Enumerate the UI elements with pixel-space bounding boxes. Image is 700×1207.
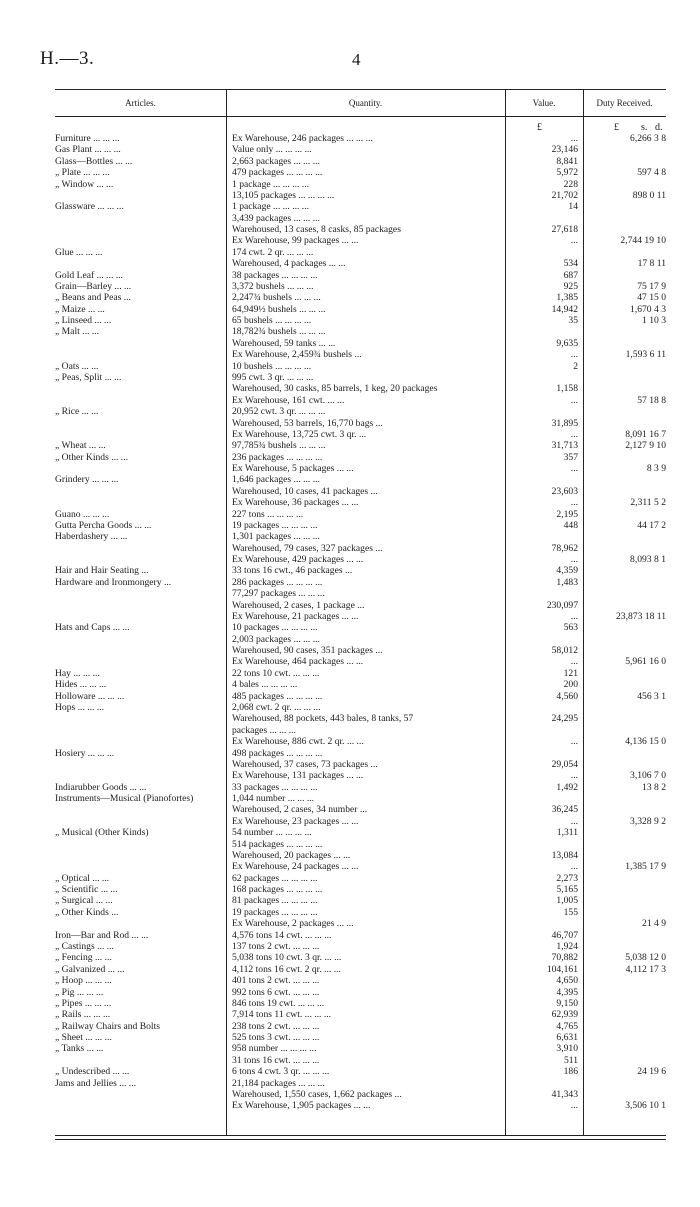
duty-cell: 5,038 12 0 [625,952,666,964]
quantity-cell: 846 tons 19 cwt. ... ... ... [232,997,325,1009]
article-cell: „ Other Kinds ... [55,906,119,918]
quantity-cell: 2,003 packages ... ... ... [232,633,320,645]
duty-cell: 4,136 15 0 [625,736,666,748]
article-cell: „ Pig ... ... ... [55,986,104,998]
quantity-cell: Ex Warehouse, 161 cwt. ... ... [232,394,345,406]
quantity-cell: Ex Warehouse, 2,459¾ bushels ... [232,349,362,361]
article-cell: Glassware ... ... ... [55,201,124,213]
pence-symbol: d. [655,122,663,133]
value-cell: 6,631 [556,1032,578,1044]
article-cell: Glue ... ... ... [55,246,103,258]
value-cell: 228 [563,178,578,190]
value-cell: 1,158 [556,383,578,395]
quantity-cell: Ex Warehouse, 13,725 cwt. 3 qr. ... [232,428,367,440]
value-cell: 4,650 [556,975,578,987]
value-cell: 230,097 [546,599,578,611]
bottom-rule [55,1135,666,1136]
value-cell: 27,618 [551,224,578,236]
article-cell: „ Undescribed ... ... [55,1066,130,1078]
quantity-cell: Warehoused, 2 cases, 34 number ... [232,804,368,816]
value-cell: 2,273 [556,872,578,884]
article-cell: „ Sheet ... ... ... [55,1032,112,1044]
quantity-cell: 958 number ... ... ... ... [232,1043,317,1055]
quantity-cell: Ex Warehouse, 23 packages ... ... [232,815,359,827]
value-cell: 41,343 [551,1088,578,1100]
quantity-cell: 2,068 cwt. 2 qr. ... ... ... [232,702,321,713]
quantity-cell: Warehoused, 30 casks, 85 barrels, 1 keg, 20 packages [232,383,438,395]
article-cell: Haberdashery ... ... [55,531,128,543]
quantity-cell: 168 packages ... ... ... ... [232,884,323,896]
quantity-cell: 2,663 packages ... ... ... [232,155,320,167]
value-cell: 14 [568,201,578,213]
quantity-cell: Ex Warehouse, 2 packages ... ... [232,918,354,930]
value-cell: ... [570,394,578,406]
quantity-cell: Ex Warehouse, 886 cwt. 2 qr. ... ... [232,736,364,748]
value-cell: 36,245 [551,804,578,816]
value-cell: 448 [563,519,578,531]
value-cell: ... [570,656,578,668]
duty-cell: 24 19 6 [637,1066,666,1078]
value-cell: 4,765 [556,1020,578,1032]
quantity-cell: 137 tons 2 cwt. ... ... ... [232,940,320,952]
article-cell: Hardware and Ironmongery ... [55,576,172,588]
value-cell: ... [570,815,578,827]
quantity-cell: 227 tons ... ... ... ... [232,508,304,520]
article-cell: „ Other Kinds ... ... [55,451,129,463]
value-cell: 5,165 [556,884,578,896]
quantity-cell: 7,914 tons 11 cwt. ... ... ... [232,1009,332,1021]
article-cell: Hosiery ... ... ... [55,747,115,759]
quantity-cell: Warehoused, 20 packages ... ... [232,849,351,861]
value-cell: 155 [563,906,578,918]
duty-cell: 13 8 2 [642,781,666,793]
quantity-cell: 81 packages ... ... ... ... [232,895,318,907]
quantity-cell: 238 tons 2 cwt. ... ... ... [232,1020,320,1032]
value-cell: 9,150 [556,997,578,1009]
article-cell: „ Malt ... ... [55,326,99,338]
quantity-cell: Ex Warehouse, 24 packages ... ... [232,861,359,873]
article-cell: „ Plate ... ... ... [55,167,110,179]
duty-cell: 1,670 4 3 [630,303,666,315]
value-cell: 23,146 [551,144,578,156]
duty-cell: 6,266 3 8 [630,133,666,144]
quantity-cell: 498 packages ... ... ... ... [232,747,323,759]
duty-cell: 3,506 10 1 [625,1100,666,1112]
value-cell: 35 [568,315,578,327]
duty-cell: 8 3 9 [646,463,666,475]
article-cell: „ Maize ... ... [55,303,105,315]
bottom-rule-2 [55,1139,666,1140]
article-cell: Instruments—Musical (Pianofortes) [55,793,194,805]
value-cell: 925 [563,280,578,292]
quantity-cell: 4,112 tons 16 cwt. 2 qr. ... ... [232,963,341,975]
quantity-cell: Warehoused, 37 cases, 73 packages ... [232,758,378,770]
page-reference: H.—3. [40,48,95,69]
value-cell: 9,635 [556,337,578,349]
quantity-cell: Ex Warehouse, 99 packages ... ... [232,235,359,247]
quantity-cell: 13,105 packages ... ... ... ... [232,189,335,201]
value-cell: 1,924 [556,940,578,952]
value-cell: 687 [563,269,578,281]
duty-cell: 2,744 19 10 [620,235,666,247]
article-cell: „ Optical ... ... [55,872,110,884]
quantity-cell: 62 packages ... ... ... ... [232,872,318,884]
article-cell: „ Window ... ... [55,178,114,190]
duty-cell: 57 18 8 [637,394,666,406]
value-cell: 62,939 [551,1009,578,1021]
quantity-cell: 22 tons 10 cwt. ... ... ... [232,667,320,679]
value-cell: 4,560 [556,690,578,702]
value-cell: 4,395 [556,986,578,998]
article-cell: Holloware ... ... ... [55,690,125,702]
quantity-cell: 1 package ... ... ... ... [232,201,309,213]
duty-cell: 4,112 17 3 [625,963,666,975]
article-cell: Guano ... ... ... [55,508,110,520]
column-divider [505,89,506,1135]
article-cell: „ Wheat ... ... [55,440,106,452]
duty-cell: 2,311 5 2 [630,497,666,509]
quantity-cell: Warehoused, 13 cases, 8 casks, 85 packages [232,224,401,236]
quantity-cell: 401 tons 2 cwt. ... ... ... [232,975,320,987]
value-cell: 121 [563,667,578,679]
quantity-cell: 286 packages ... ... ... ... [232,576,323,588]
value-cell: 4,359 [556,565,578,577]
article-cell: Gutta Percha Goods ... ... [55,519,152,531]
quantity-cell: 525 tons 3 cwt. ... ... ... [232,1032,320,1044]
header-rule [55,116,666,117]
quantity-cell: 18,782¾ bushels ... ... ... [232,326,326,338]
quantity-cell: 33 tons 16 cwt., 46 packages ... [232,565,353,577]
page-number: 4 [352,50,361,69]
quantity-cell: 3,372 bushels ... ... ... [232,280,314,292]
article-cell: „ Musical (Other Kinds) [55,827,149,839]
value-cell: 21,702 [551,189,578,201]
quantity-cell: 97,785¾ bushels ... ... ... [232,440,326,452]
article-cell: Hops ... ... ... [55,702,105,713]
article-cell: Hair and Hair Seating ... [55,565,149,577]
article-cell: Furniture ... ... ... [55,133,120,144]
article-cell: „ Fencing ... ... [55,952,112,964]
article-cell: „ Surgical ... ... [55,895,113,907]
duty-cell: 3,328 9 2 [630,815,666,827]
value-cell: 31,895 [551,417,578,429]
value-cell: 186 [563,1066,578,1078]
quantity-cell: Warehoused, 4 packages ... ... [232,258,346,270]
quantity-cell: Ex Warehouse, 5 packages ... ... [232,463,354,475]
value-cell: 1,385 [556,292,578,304]
value-cell: 104,161 [546,963,578,975]
value-cell: 511 [563,1054,578,1066]
column-divider [226,89,227,1135]
quantity-cell: Warehoused, 1,550 cases, 1,662 packages ... [232,1088,402,1100]
col-value-header: Value. [532,98,556,108]
col-duty-header: Duty Received. [596,98,653,108]
quantity-cell: 6 tons 4 cwt. 3 qr. ... ... ... [232,1066,330,1078]
quantity-cell: packages ... ... ... [232,724,296,736]
article-cell: „ Castings ... ... [55,940,114,952]
quantity-cell: 64,949½ bushels ... ... ... [232,303,326,315]
article-cell: Iron—Bar and Rod ... ... [55,929,149,941]
quantity-cell: Ex Warehouse, 429 packages ... ... [232,554,364,566]
shillings-symbol: s. [641,122,648,133]
duty-cell: 456 3 1 [637,690,666,702]
duty-cell: 8,091 16 7 [625,428,666,440]
value-cell: ... [570,554,578,566]
article-cell: „ Pipes ... ... ... [55,997,112,1009]
value-cell: 8,841 [556,155,578,167]
duty-cell: 2,127 9 10 [625,440,666,452]
value-cell: 13,084 [551,849,578,861]
duty-cell: 1,385 17 9 [625,861,666,873]
quantity-cell: 2,247¾ bushels ... ... ... [232,292,321,304]
quantity-cell: 19 packages ... ... ... ... [232,906,318,918]
quantity-cell: Warehoused, 79 cases, 327 packages ... [232,542,383,554]
value-cell: 70,882 [551,952,578,964]
quantity-cell: 19 packages ... ... ... ... [232,519,318,531]
duty-cell: 23,873 18 11 [615,610,666,622]
article-cell: „ Scientific ... ... [55,884,118,896]
value-cell: 1,005 [556,895,578,907]
value-cell: 1,483 [556,576,578,588]
duty-cell: 5,961 16 0 [625,656,666,668]
quantity-cell: 1,646 packages ... ... ... [232,474,320,486]
value-cell: 2,195 [556,508,578,520]
quantity-cell: Ex Warehouse, 464 packages ... ... [232,656,364,668]
top-rule [55,89,666,90]
value-cell: 5,972 [556,167,578,179]
value-cell: 31,713 [551,440,578,452]
article-cell: „ Peas, Split ... ... [55,371,122,383]
article-cell: Hay ... ... ... [55,667,100,679]
duty-cell: 1 10 3 [642,315,666,327]
quantity-cell: 1,044 number ... ... ... [232,793,315,805]
quantity-cell: Warehoused, 59 tanks ... ... [232,337,336,349]
quantity-cell: 21,184 packages ... ... ... [232,1077,325,1089]
quantity-cell: 10 packages ... ... ... ... [232,622,318,634]
quantity-cell: Warehoused, 88 pockets, 443 bales, 8 tanks, 57 [232,713,414,725]
quantity-cell: Warehoused, 53 barrels, 16,770 bags ... [232,417,383,429]
quantity-cell: 236 packages ... ... ... ... [232,451,323,463]
quantity-cell: 1 package ... ... ... ... [232,178,309,190]
quantity-cell: 4,576 tons 14 cwt. ... ... ... [232,929,332,941]
value-cell: ... [570,770,578,782]
quantity-cell: Warehoused, 90 cases, 351 packages ... [232,645,383,657]
quantity-cell: 3,439 packages ... ... ... [232,212,320,224]
value-cell: 200 [563,679,578,691]
duty-cell: 8,093 8 1 [630,554,666,566]
article-cell: Hats and Caps ... ... [55,622,130,634]
value-cell: 563 [563,622,578,634]
duty-cell: 3,106 7 0 [630,770,666,782]
article-cell: Jams and Jellies ... ... [55,1077,137,1089]
value-cell: ... [570,497,578,509]
value-cell: 14,942 [551,303,578,315]
duty-cell: 47 15 0 [637,292,666,304]
quantity-cell: Ex Warehouse, 21 packages ... ... [232,610,359,622]
article-cell: „ Railway Chairs and Bolts [55,1020,160,1032]
duty-cell: 898 0 11 [632,189,666,201]
article-cell: „ Beans and Peas ... [55,292,131,304]
duty-pound-symbol: £ [614,122,619,133]
duty-cell: 21 4 9 [642,918,666,930]
value-cell: 357 [563,451,578,463]
article-cell: „ Tanks ... ... [55,1043,104,1055]
value-cell: ... [570,428,578,440]
quantity-cell: Ex Warehouse, 246 packages ... ... ... [232,133,373,144]
value-cell: 2 [573,360,578,372]
article-cell: Grindery ... ... ... [55,474,119,486]
quantity-cell: 1,301 packages ... ... ... [232,531,320,543]
quantity-cell: 514 packages ... ... ... ... [232,838,323,850]
value-cell: ... [570,861,578,873]
value-pound-symbol: £ [537,122,542,133]
col-articles-header: Articles. [125,98,156,108]
value-cell: ... [570,1100,578,1112]
duty-cell: 75 17 9 [637,280,666,292]
column-divider [583,89,584,1135]
article-cell: „ Rice ... ... [55,406,99,418]
value-cell: 3,910 [556,1043,578,1055]
quantity-cell: 992 tons 6 cwt. ... ... ... [232,986,320,998]
quantity-cell: Ex Warehouse, 36 packages ... ... [232,497,359,509]
article-cell: „ Rails ... ... ... [55,1009,111,1021]
quantity-cell: Ex Warehouse, 1,905 packages ... ... [232,1100,371,1112]
article-cell: Indiarubber Goods ... ... [55,781,147,793]
quantity-cell: 4 bales ... ... ... ... [232,679,298,691]
article-cell: „ Hoop ... ... ... [55,975,112,987]
quantity-cell: Value only ... ... ... ... [232,144,312,156]
value-cell: 24,295 [551,713,578,725]
article-cell: Gas Plant ... ... ... [55,144,121,156]
quantity-cell: 54 number ... ... ... ... [232,827,312,839]
article-cell: „ Galvanized ... ... [55,963,125,975]
quantity-cell: 38 packages ... ... ... ... [232,269,318,281]
quantity-cell: 5,038 tons 10 cwt. 3 qr. ... ... [232,952,342,964]
value-cell: 78,962 [551,542,578,554]
quantity-cell: Ex Warehouse, 131 packages ... ... [232,770,364,782]
value-cell: ... [570,736,578,748]
duty-cell: 44 17 2 [637,519,666,531]
duty-cell: 1,593 6 11 [625,349,666,361]
article-cell: „ Linseed ... ... [55,315,112,327]
value-cell: 46,707 [551,929,578,941]
value-cell: ... [570,133,578,144]
article-cell: „ Oats ... ... [55,360,99,372]
quantity-cell: Warehoused, 10 cases, 41 packages ... [232,485,378,497]
article-cell: Glass—Bottles ... ... [55,155,133,167]
quantity-cell: 77,297 packages ... ... ... [232,588,325,600]
quantity-cell: 33 packages ... ... ... ... [232,781,318,793]
quantity-cell: 479 packages ... ... ... ... [232,167,323,179]
quantity-cell: 174 cwt. 2 qr. ... ... ... [232,246,314,258]
quantity-cell: Warehoused, 2 cases, 1 package ... [232,599,365,611]
value-cell: ... [570,463,578,475]
quantity-cell: 31 tons 16 cwt. ... ... ... [232,1054,320,1066]
col-quantity-header: Quantity. [348,98,383,108]
value-cell: 29,054 [551,758,578,770]
article-cell: Gold Leaf ... ... ... [55,269,123,281]
article-cell: Hides ... ... ... [55,679,107,691]
value-cell: 534 [563,258,578,270]
duty-cell: 597 4 8 [637,167,666,179]
value-cell: ... [570,349,578,361]
value-cell: 23,603 [551,485,578,497]
value-cell: 1,311 [556,827,578,839]
value-cell: 1,492 [556,781,578,793]
quantity-cell: 995 cwt. 3 qr. ... ... ... [232,371,314,383]
quantity-cell: 485 packages ... ... ... ... [232,690,323,702]
quantity-cell: 20,952 cwt. 3 qr. ... ... ... [232,406,326,418]
quantity-cell: 10 bushels ... ... ... ... [232,360,312,372]
article-cell: Grain—Barley ... ... [55,280,132,292]
value-cell: 58,012 [551,645,578,657]
duty-cell: 17 8 11 [637,258,666,270]
value-cell: ... [570,235,578,247]
value-cell: ... [570,610,578,622]
quantity-cell: 65 bushels ... ... ... ... [232,315,312,327]
